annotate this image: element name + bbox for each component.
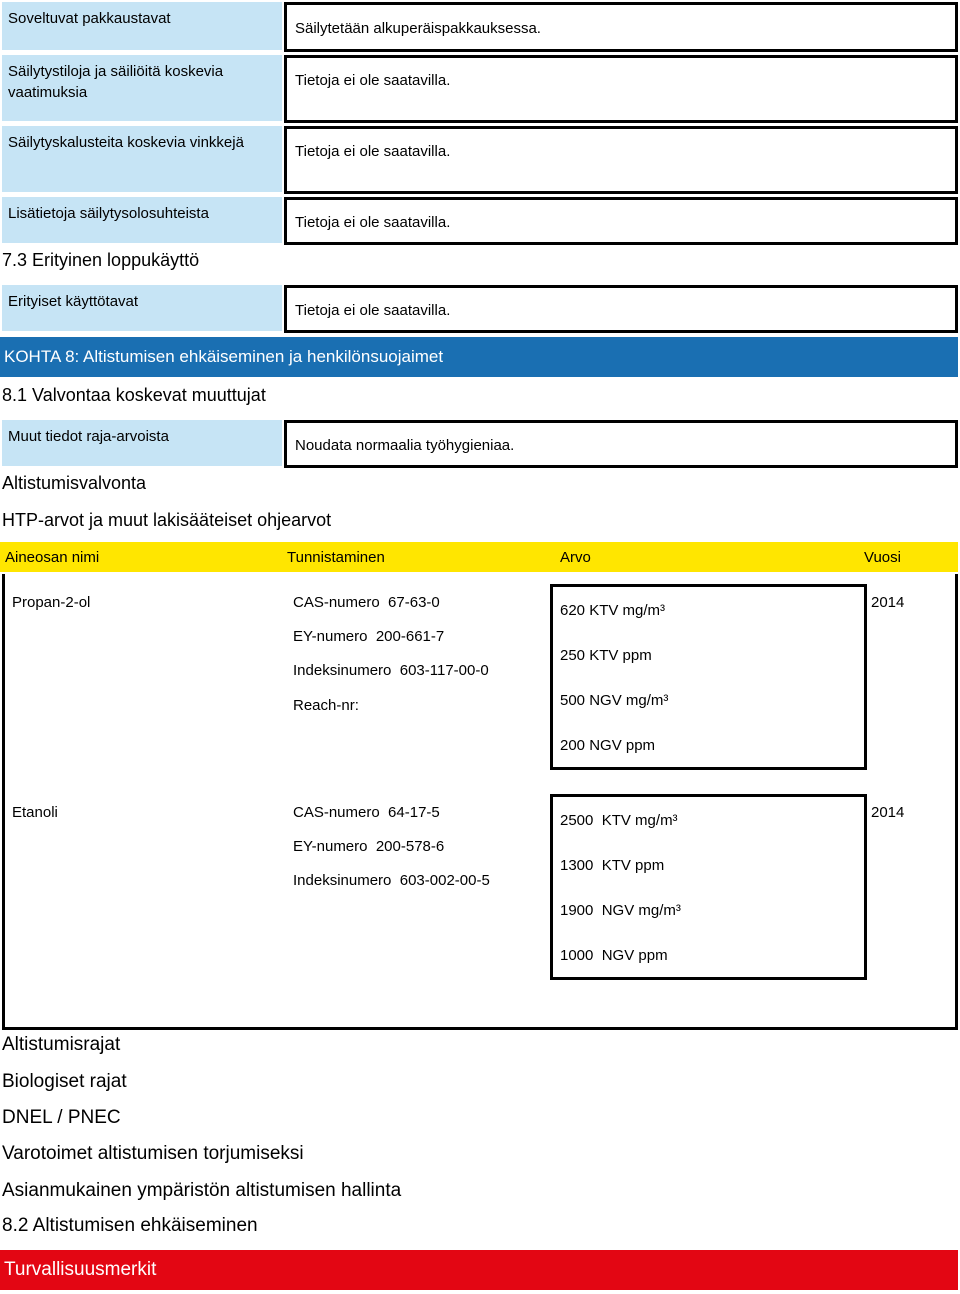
id-ey: EY-numero 200-578-6 xyxy=(293,838,445,855)
heading-precautions: Varotoimet altistumisen torjumiseksi xyxy=(2,1143,304,1164)
section-8-1-title: 8.1 Valvontaa koskevat muuttujat xyxy=(2,385,266,405)
value-item: 200 NGV ppm xyxy=(560,737,656,754)
label-limit-values: Muut tiedot raja-arvoista xyxy=(2,420,282,466)
table-header xyxy=(0,542,958,572)
id-ey: EY-numero 200-661-7 xyxy=(293,628,445,645)
label-storage-extra: Lisätietoja säilytysolosuhteista xyxy=(2,197,282,243)
value-item: 2500 KTV mg/m³ xyxy=(560,812,678,829)
value-special-uses: Tietoja ei ole saatavilla. xyxy=(284,285,958,333)
value-item: 620 KTV mg/m³ xyxy=(560,602,666,619)
value-storage-extra: Tietoja ei ole saatavilla. xyxy=(284,197,958,245)
section-7-3-title: 7.3 Erityinen loppukäyttö xyxy=(2,250,200,270)
col-header-name: Aineosan nimi xyxy=(5,549,100,566)
label-special-uses: Erityiset käyttötavat xyxy=(2,285,282,331)
heading-exposure-limits: Altistumisrajat xyxy=(2,1034,121,1055)
id-reach: Reach-nr: xyxy=(293,697,359,714)
exposure-control-title: Altistumisvalvonta xyxy=(2,473,147,493)
value-item: 1000 NGV ppm xyxy=(560,947,668,964)
col-header-year: Vuosi xyxy=(864,549,901,566)
value-storage-requirements: Tietoja ei ole saatavilla. xyxy=(284,55,958,123)
table-row-year: 2014 xyxy=(871,594,905,611)
col-header-value: Arvo xyxy=(560,549,591,566)
heading-environmental-control: Asianmukainen ympäristön altistumisen hallinta xyxy=(2,1180,402,1201)
htp-title: HTP-arvot ja muut lakisääteiset ohjearvot xyxy=(2,510,332,530)
value-item: 500 NGV mg/m³ xyxy=(560,692,669,709)
col-header-identification: Tunnistaminen xyxy=(287,549,385,566)
table-row-name: Propan-2-ol xyxy=(12,594,91,611)
id-index: Indeksinumero 603-117-00-0 xyxy=(293,662,489,679)
label-storage-furniture: Säilytyskalusteita koskevia vinkkejä xyxy=(2,126,282,192)
table-row-name: Etanoli xyxy=(12,804,58,821)
value-item: 1300 KTV ppm xyxy=(560,857,665,874)
label-packaging: Soveltuvat pakkaustavat xyxy=(2,2,282,50)
value-limit-values: Noudata normaalia työhygieniaa. xyxy=(284,420,958,468)
safety-signs-banner: Turvallisuusmerkit xyxy=(0,1250,958,1290)
id-cas: CAS-numero 67-63-0 xyxy=(293,594,440,611)
value-item: 1900 NGV mg/m³ xyxy=(560,902,681,919)
table-row-year: 2014 xyxy=(871,804,905,821)
value-packaging: Säilytetään alkuperäispakkauksessa. xyxy=(284,2,958,52)
value-item: 250 KTV ppm xyxy=(560,647,652,664)
section-8-header: KOHTA 8: Altistumisen ehkäiseminen ja henkilönsuojaimet xyxy=(0,337,958,377)
heading-dnel-pnec: DNEL / PNEC xyxy=(2,1107,121,1128)
label-storage-requirements: Säilytystiloja ja säiliöitä koskevia vaatimuksia xyxy=(2,55,282,121)
id-index: Indeksinumero 603-002-00-5 xyxy=(293,872,490,889)
heading-biological-limits: Biologiset rajat xyxy=(2,1071,127,1092)
id-cas: CAS-numero 64-17-5 xyxy=(293,804,440,821)
value-storage-furniture: Tietoja ei ole saatavilla. xyxy=(284,126,958,194)
heading-section-8-2: 8.2 Altistumisen ehkäiseminen xyxy=(2,1215,258,1236)
